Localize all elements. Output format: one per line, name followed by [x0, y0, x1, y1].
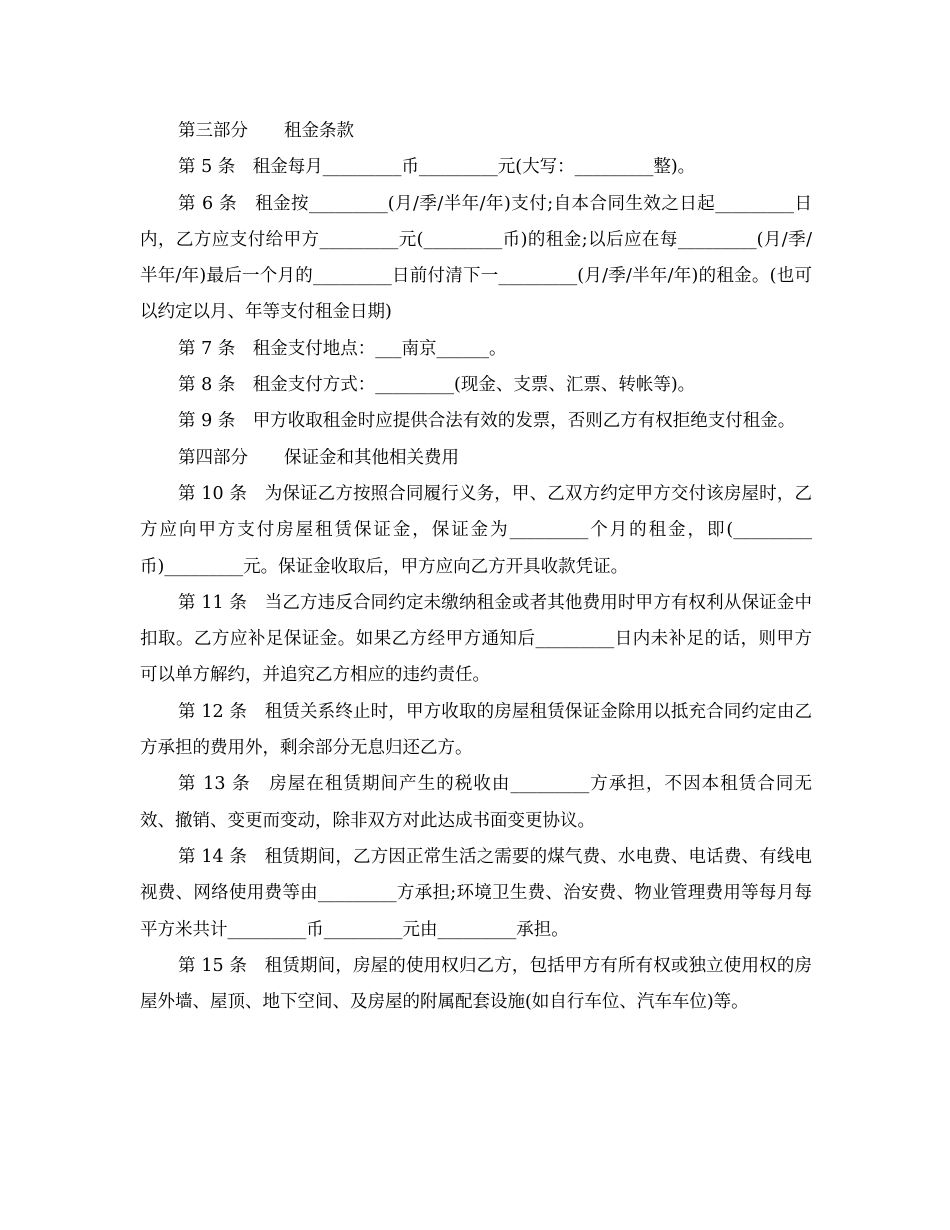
clause-7: 第 7 条 租金支付地点：___南京______。: [178, 338, 507, 359]
document-body: [140, 113, 812, 1020]
clause-8: 第 8 条 租金支付方式：_________(现金、支票、汇票、转帐等)。: [178, 375, 696, 396]
section-title: 租金条款: [284, 121, 354, 141]
clause-15: 第 15 条 租赁期间，房屋的使用权归乙方，包括甲方有所有权或独立使用权的房屋外墙、屋顶、地下空间、及房屋的附属配套设施(如自行车位、汽车车位)等。: [140, 955, 812, 1013]
clause-13: 第 13 条 房屋在租赁期间产生的税收由_________方承担，不因本租赁合同无效、撤销、变更而变动，除非双方对此达成书面变更协议。: [140, 774, 812, 831]
clause-14: 第 14 条 租赁期间，乙方因正常生活之需要的煤气费、水电费、电话费、有线电视费、网络使用费等由_________方承担;环境卫生费、治安费、物业管理费用等每月每平方米共计_________币_________元由_________承担。: [140, 846, 812, 940]
clause-12: 第 12 条 租赁关系终止时，甲方收取的房屋租赁保证金除用以抵充合同约定由乙方承担的费用外，剩余部分无息归还乙方。: [140, 701, 812, 759]
section-title: 保证金和其他相关费用: [284, 447, 459, 468]
clause-5: 第 5 条 租金每月_________币_________元(大写：_________整)。: [178, 157, 696, 178]
clause-6: 第 6 条 租金按_________(月/季/半年/年)支付;自本合同生效之日起_________日内，乙方应支付给甲方_________元(_________币)的租金;以后应在每_________(月/季/半年/年)最后一个月的_________日前付清下一_________(月/季/半年/年)的租金。(也可以约定以月、年等支付租金日期): [140, 193, 812, 323]
clause-11: 第 11 条 当乙方违反合同约定未缴纳租金或者其他费用时甲方有权利从保证金中扣取。乙方应补足保证金。如果乙方经甲方通知后_________日内未补足的话，则甲方可以单方解约，并追究乙方相应的违约责任。: [140, 592, 812, 686]
clause-10: 第 10 条 为保证乙方按照合同履行义务，甲、乙双方约定甲方交付该房屋时，乙方应向甲方支付房屋租赁保证金，保证金为_________个月的租金，即(_________币)_________元。保证金收取后，甲方应向乙方开具收款凭证。: [140, 483, 812, 577]
section-number: 第四部分: [178, 447, 248, 468]
section-number: 第三部分: [178, 121, 248, 141]
section-heading-part-4: [140, 440, 812, 476]
clause-9: 第 9 条 甲方收取租金时应提供合法有效的发票，否则乙方有权拒绝支付租金。: [178, 411, 796, 432]
section-heading-part-3: [140, 113, 812, 149]
